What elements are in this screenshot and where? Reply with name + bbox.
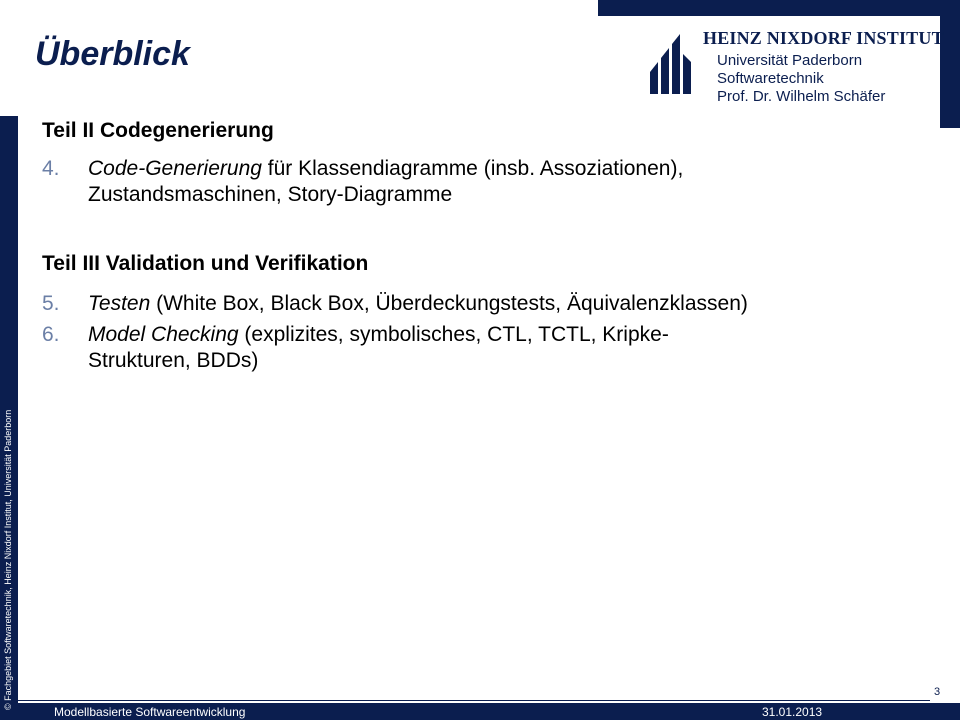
list-number: 6. [42, 323, 60, 346]
section-heading-teil-2: Teil II Codegenerierung [42, 119, 274, 142]
top-accent-bar [598, 0, 960, 16]
footer-course-title: Modellbasierte Softwareentwicklung [54, 705, 246, 719]
list-item-4 [42, 156, 932, 208]
item-text-line2: Strukturen, BDDs) [88, 349, 259, 372]
list-number: 4. [42, 157, 60, 180]
item-text: (explizites, symbolisches, CTL, TCTL, Kripke- [238, 323, 669, 346]
hni-logo-icon [650, 32, 692, 96]
item-emphasis: Code-Generierung [88, 157, 262, 180]
logo-institute-name: HEINZ NIXDORF INSTITUT [703, 28, 944, 48]
item-text-line2: Zustandsmaschinen, Story-Diagramme [88, 183, 453, 206]
logo-department: Softwaretechnik [717, 70, 824, 87]
footer-date: 31.01.2013 [762, 705, 823, 719]
page-number: 3 [934, 686, 941, 698]
list-item-5 [42, 291, 932, 317]
item-text: (White Box, Black Box, Überdeckungstests, Äquivalenzklassen) [150, 292, 748, 315]
slide-content [42, 118, 932, 374]
logo-university: Universität Paderborn [717, 52, 863, 69]
logo-professor: Prof. Dr. Wilhelm Schäfer [717, 88, 886, 105]
footer-divider [18, 700, 930, 701]
item-emphasis: Model Checking [88, 323, 239, 346]
section-heading-teil-3: Teil III Validation und Verifikation [42, 252, 369, 275]
list-item-6 [42, 322, 932, 374]
slide-title: Überblick [35, 35, 190, 73]
sidebar-copyright: © Fachgebiet Softwaretechnik, Heinz Nixdorf Institut, Universität Paderborn [3, 409, 13, 710]
list-number: 5. [42, 292, 60, 315]
item-emphasis: Testen [88, 292, 151, 315]
item-text: für Klassendiagramme (insb. Assoziationen), [261, 157, 684, 180]
institute-logo [645, 18, 944, 106]
